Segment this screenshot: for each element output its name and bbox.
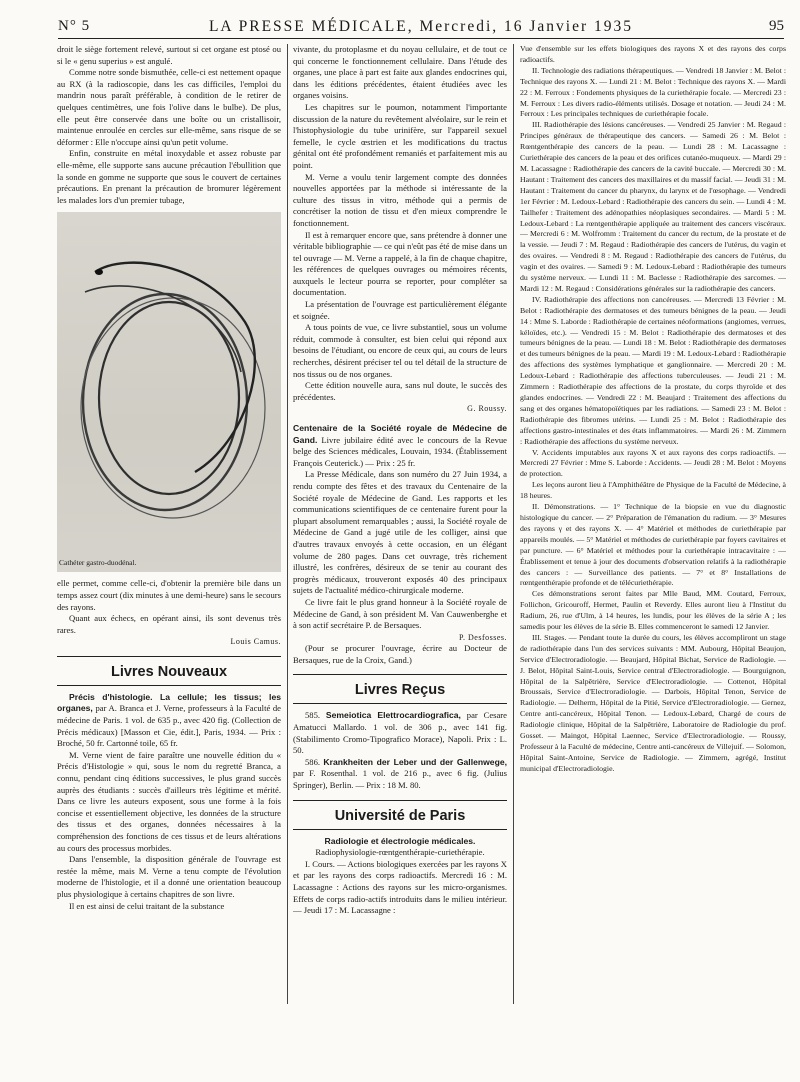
paragraph: IV. Radiothérapie des affections non cancéreuses. — Mercredi 13 Février : M. Belot : Radiothérapie des dermatoses et des tumeurs bénignes de la peau. — Jeudi 14 : Mme S. Laborde : Radiothérapie de certaines néoformations (angiomes, verrues, kéloïdes, etc.). — Vendredi 15 : M. Belot : Radiothérapie des dermatoses et des tumeurs bénignes de la peau. — Lundi 18 : M. Belot : Radiothérapie des dermatoses et des tumeurs bénignes de la peau. — Mardi 19 : M. Ledoux-Lebard : Radiothérapie des affections des systèmes lymphatique et ganglionnaire. — Mercredi 20 : M. Ledoux-Lebard : Radiothérapie des affections tuberculeuses. — Jeudi 21 : M. Zimmern : Radiothérapie des affections de la prostate, du corps thyroïde et des glandes endocrines. — Vendredi 22 : M. Beaujard : Traitement des affections du sang et des organes hématopoïétiques par les radiations. — Samedi 23 : M. Belot : Radiothérapie des fibromes utérins. — Lundi 25 : M. Belot : Radiothérapie des affections gastro-intestinales et des états inflammatoires. — Mardi 26 : M. Zimmern : Radiothérapie des affections du système nerveux.: [520, 294, 786, 446]
paragraph: La Presse Médicale, dans son numéro du 27 Juin 1934, a rendu compte des fêtes et des travaux du Centenaire de la Société royale de Médecine de Gand. Les rapports et les communications scientifiques de ce centenaire furent pour la plupart absolument remarquables ; aussi, la Société royale de Médecine de Gand a jugé utile de les colliger, ainsi que d'autres travaux envoyés à cette occasion, en un élégant volume de 280 pages. Dans cet ouvrage, très richement illustré, les confrères, désireux de se tenir au courant des progrès médicaux, trouveront exposés 40 des principaux sujets de l'actualité médico-chirurgicale moderne.: [293, 469, 507, 596]
journal-title: LA PRESSE MÉDICALE, Mercredi, 16 Janvier 1935: [208, 18, 634, 35]
section-heading: Université de Paris: [293, 800, 507, 830]
paragraph: Les chapitres sur le poumon, notamment l'importante discussion de la nature du revêtement alvéolaire, sur le rein et l'histophysiologie du tube urinifère, sur l'appareil sexuel femelle, le cycle œstrien et les modifications du tractus génital ont été profondément remaniés et parfaitement mis au point.: [293, 101, 507, 170]
book-info: Livre jubilaire édité avec le concours de la Revue belge des Sciences médicales, Louvain, 1934. (Établissement François Ceuterick.) — Prix : 25 fr.: [293, 434, 507, 468]
paragraph: Ces démonstrations seront faites par Mlle Baud, MM. Coutard, Ferroux, Follichon, Gricouroff, Hermet, Paulin et Reverdy. Elles auront lieu à l'Institut du Radium, 26, rue d'Ulm, à 14 heures, les lundis, pour les élèves de la série A ; les samedis pour les élèves de la série B. Elles commenceront le samedi 12 Janvier.: [520, 589, 786, 632]
paragraph: II. Démonstrations. — 1° Technique de la biopsie en vue du diagnostic histologique du cancer. — 2° Préparation de l'émanation du radium. — 3° Mesures des rayons γ et des rayons X. — 4° Matériel et méthodes de curiethérapie par appareils moulés. — 5° Matériel et méthodes de curiethérapie par foyers cavitaires et par puncture. — 6° Matériel et méthodes pour la curiethérapie intracavitaire : — Établissement et tenue à jour des documents d'observation relatifs à la radiothérapie des cancers : — Surveillance des patients. — 7° et 8° Installations de rœntgenthérapie profonde et de télécuriethérapie.: [520, 502, 786, 588]
paragraph: vivante, du protoplasme et du noyau cellulaire, et de tout ce qui concerne le fonctionnement cellulaire. Dans l'étude des organes, une place à part est faite aux glandes endocrines qui, dans les éditions précédentes, étaient étudiées avec les organes voisins.: [293, 44, 507, 101]
entry-number: 585.: [305, 710, 321, 721]
paragraph: Enfin, construite en métal inoxydable et assez robuste par elle-même, elle supporte sans aucune précaution l'ébullition que la sonde en gomme ne supporte que sous le couvert de certaines précautions. En prenant la précaution de bromurer légèrement les malades lors d'un premier tubage,: [57, 148, 281, 205]
book-title: Krankheiten der Leber und der Gallenwege,: [323, 756, 507, 767]
paragraph: M. Verne vient de faire paraître une nouvelle édition du « Précis d'Histologie » qui, sous le nom du regretté Branca, a connu, pendant cinq éditions successives, le plus grand succès auprès des étudiants : succès d'ailleurs très légitime et mérité. Dans ce livre les auteurs exposent, sous une forme à la fois concise et essentiellement objective, les données de la structure des tissus et des organes, données nécessaires à la compréhension des fonctions de ces tissus et de leurs altérations au cours des processus morbides.: [57, 749, 281, 853]
header-rule: [58, 38, 784, 39]
column-left: [57, 44, 281, 1044]
paragraph: III. Radiothérapie des lésions cancéreuses. — Vendredi 25 Janvier : M. Regaud : Principes généraux de thérapeutique des cancers. — Samedi 26 : M. Belot : Rœntgenthérapie des cancers de la peau. — Lundi 28 : M. Lacassagne : Curiethérapie des cancers de la peau et des orifices cutanéo-muqueux. — Mardi 29 : M. Lacassagne : Radiothérapie des cancers de la cavité buccale. — Mercredi 30 : M. Hautant : Traitement des cancers des maxillaires et du massif facial. — Jeudi 31 : M. Hautant : Traitement du cancer du pharynx, du larynx et de l'œsophage. — Vendredi 1er Février : M. Ledoux-Lebard : Radiothérapie des cancers du sein. — Lundi 4 : M. Tailhefer : Traitement des adénopathies néoplasiques secondaires. — Mardi 5 : M. Ledoux-Lebard : La rœntgenthérapie appliquée au traitement des cancers viscéraux. — Mercredi 6 : M. Wolfromm : Traitement du cancer du rectum, de la prostate et de la vessie. — Jeudi 7 : M. Regaud : Radiothérapie des cancers de l'utérus, du vagin et des ovaires. — Vendredi 8 : M. Regaud : Radiothérapie des cancers de l'utérus, du vagin et des ovaires. — Samedi 9 : M. Ledoux-Lebard : Radiothérapie des tumeurs du système nerveux. — Lundi 11 : M. Baclesse : Radiothérapie des sarcomes. — Mardi 12 : M. Regaud : Considérations générales sur la radiothérapie des cancers.: [520, 120, 786, 293]
paragraph: I. Cours. — Actions biologiques exercées par les rayons X et par les rayons des corps radioactifs. Mercredi 16 : M. Lacassagne : Actions des rayons sur les micro-organismes. Effets de corps radio-actifs introduits dans le milieu intérieur. — Jeudi 17 : M. Lacassagne :: [293, 858, 507, 916]
course-title: Radiologie et électrologie médicales.: [324, 835, 476, 846]
paragraph: La présentation de l'ouvrage est particulièrement élégante et soignée.: [293, 299, 507, 321]
section-heading: Livres Reçus: [293, 674, 507, 704]
book-title: Précis d'histologie. La cellule; les tissus; les organes,: [57, 691, 281, 714]
paragraph: Dans l'ensemble, la disposition générale de l'ouvrage est restée la même, mais M. Verne a tenu compte de l'évolution moderne de l'histologie, et il a donné une orientation beaucoup plus physiologique à certains chapitres de son livre.: [57, 854, 281, 899]
book-info: par Cesare Amatucci Mallardo. 1 vol. de 306 p., avec 141 fig. (Stabilimento Cromo-Tipografico Morace), Napoli. Prix : L. 50.: [293, 710, 507, 756]
paragraph: Quant aux échecs, en opérant ainsi, ils sont devenus très rares.: [57, 613, 281, 635]
running-header: [58, 18, 784, 40]
book-title: Semeiotica Elettrocardiografica,: [325, 710, 461, 721]
paragraph: Il est à remarquer encore que, sans prétendre à donner une véritable bibliographie — ce qui n'eût pas été de mise dans un tel ouvrage — M. Verne a rappelé, à la fin de chaque chapitre, les références de quelques ouvrages ou mémoires récents, auxquels le lecteur pourra se reporter, pour compléter sa documentation.: [293, 229, 507, 298]
paragraph: (Pour se procurer l'ouvrage, écrire au Docteur de Bersaques, rue de la Croix, Gand.): [293, 643, 507, 665]
paragraph: V. Accidents imputables aux rayons X et aux rayons des corps radioactifs. — Mercredi 27 Février : Mme S. Laborde : Accidents. — Jeudi 28 : M. Belot : Moyens de protection.: [520, 447, 786, 479]
author-signature: Louis Camus.: [230, 637, 281, 647]
paragraph: M. Verne a voulu tenir largement compte des données nouvelles apportées par la méthode si intéressante de la culture des tissus in vitro, méthode qui a permis de concrétiser la notion de tissu et d'en mieux comprendre le fonctionnement.: [293, 171, 507, 228]
column-divider: [287, 44, 288, 1004]
book-info: par A. Branca et J. Verne, professeurs à la Faculté de médecine de Paris. 1 vol. de 635 p., avec 420 fig. (Collection de Précis médicaux) [Masson et Cie, édit.], Paris, 1934. — Prix : Broché, 50 fr. Cartonné toile, 65 fr.: [57, 703, 281, 749]
author-signature: G. Roussy.: [467, 404, 507, 414]
paragraph: Vue d'ensemble sur les effets biologiques des rayons X et des rayons des corps radioactifs.: [520, 44, 786, 64]
paragraph: Comme notre sonde bismuthée, celle-ci est nettement opaque au RX (à la radioscopie, dans les cas difficiles, l'emploi du mandrin nous paraît préférable, à condition de le retirer de quelques centimètres, une fois l'olive dans le bulbe). De plus, elle peut être conservée dans une boîte ou un cristallisoir, maintenue enroulée en cercles sur elle-même, sans risque de se déformer : Elle n'occupe ainsi qu'un petit volume.: [57, 67, 281, 147]
paragraph: elle permet, comme celle-ci, d'obtenir la première bile dans un temps assez court (dix minutes à une demi-heure) sans le secours des rayons.: [57, 578, 281, 612]
paragraph: Cette édition nouvelle aura, sans nul doute, le succès des précédentes.: [293, 380, 507, 402]
book-info: par F. Rosenthal. 1 vol. de 216 p., avec 6 fig. (Julius Springer), Berlin. — Prix : 18 M. 80.: [293, 768, 507, 791]
author-signature: P. Desfosses.: [458, 632, 507, 642]
figure-caption: Cathéter gastro-duodénal.: [59, 557, 137, 567]
column-divider: [513, 44, 514, 1004]
catheter-figure: [57, 212, 281, 572]
section-heading: Livres Nouveaux: [57, 656, 281, 686]
paragraph: III. Stages. — Pendant toute la durée du cours, les élèves accompliront un stage de radiothérapie dans l'un des services suivants : MM. Aubourg, Hôpital Beaujon, Service d'Electroradiologie. — Beaujard, Hôpital Bichat, Service de Radiologie. — J. Belot, Hôpital Saint-Louis, Service central d'Electroradiologie. — Bourguignon, Hôpital de la Salpêtrière, Service d'Electroradiologie. — Cottenot, Hôpital Broussais, Service d'Electroradiologie. — Darbois, Hôpital Tenon, Service de Radiologie. — Delherm, Hôpital de la Pitié, Service d'Electroradiologie. — Gernez, Centre anti-cancéreux, Hôpital Tenon. — Ledoux-Lebard, Chargé de cours de Radiologie clinique, Hôpital de la Salpêtrière, Laboratoire de Radiologie du prof. Gosset. — Maingot, Hôpital Laennec, Service d'Electroradiologie. — Roussy, Professeur à la Faculté de médecine, Centre anti-cancéreux de Villejuif. — Solomon, Hôpital Saint-Antoine, Service de Radiologie. — Zimmern, agrégé, Institut municipal d'Electroradiologie.: [520, 632, 786, 773]
column-right: [520, 44, 786, 1044]
catheter-illustration: [57, 212, 281, 572]
paragraph: Il en est ainsi de celui traitant de la substance: [69, 900, 225, 911]
issue-number: N° 5: [58, 18, 91, 34]
course-subtitle: Radiophysiologie-rœntgenthérapie-curiethérapie.: [315, 847, 485, 858]
paragraph: A tous points de vue, ce livre substantiel, sous un volume réduit, commode à consulter, est bien celui qui répond aux besoins de l'étudiant, ou encore de ceux qui, au cours de leurs recherches, désirent préciser tel ou tel détail de la structure de nos tissus ou de nos organes.: [293, 322, 507, 379]
page-number: 95: [769, 18, 784, 34]
paragraph: droit le siège fortement relevé, surtout si cet organe est ptosé ou si le « genu superius » est angulé.: [57, 44, 281, 66]
column-middle: [293, 44, 507, 1044]
paragraph: Ce livre fait le plus grand honneur à la Société royale de Médecine de Gand, à son président M. Van Cauwenberghe et à son actif secrétaire P. de Bersaques.: [293, 596, 507, 631]
entry-number: 586.: [305, 756, 321, 767]
book-title: Centenaire de la Société royale de Médecine de Gand.: [293, 423, 507, 445]
paragraph: Les leçons auront lieu à l'Amphithéâtre de Physique de la Faculté de Médecine, à 18 heures.: [520, 480, 786, 501]
paragraph: II. Technologie des radiations thérapeutiques. — Vendredi 18 Janvier : M. Belot : Technique des rayons X. — Lundi 21 : M. Belot : Technique des rayons X. — Mardi 22 : M. Ferroux : Fondements physiques de la curiethérapie focale. — Mercredi 23 : M. Ferroux : Les divers radio-éléments utilisés. Dosage et notation. — Jeudi 24 : M. Ferroux : Les principales techniques de curiethérapie focale.: [520, 65, 786, 119]
